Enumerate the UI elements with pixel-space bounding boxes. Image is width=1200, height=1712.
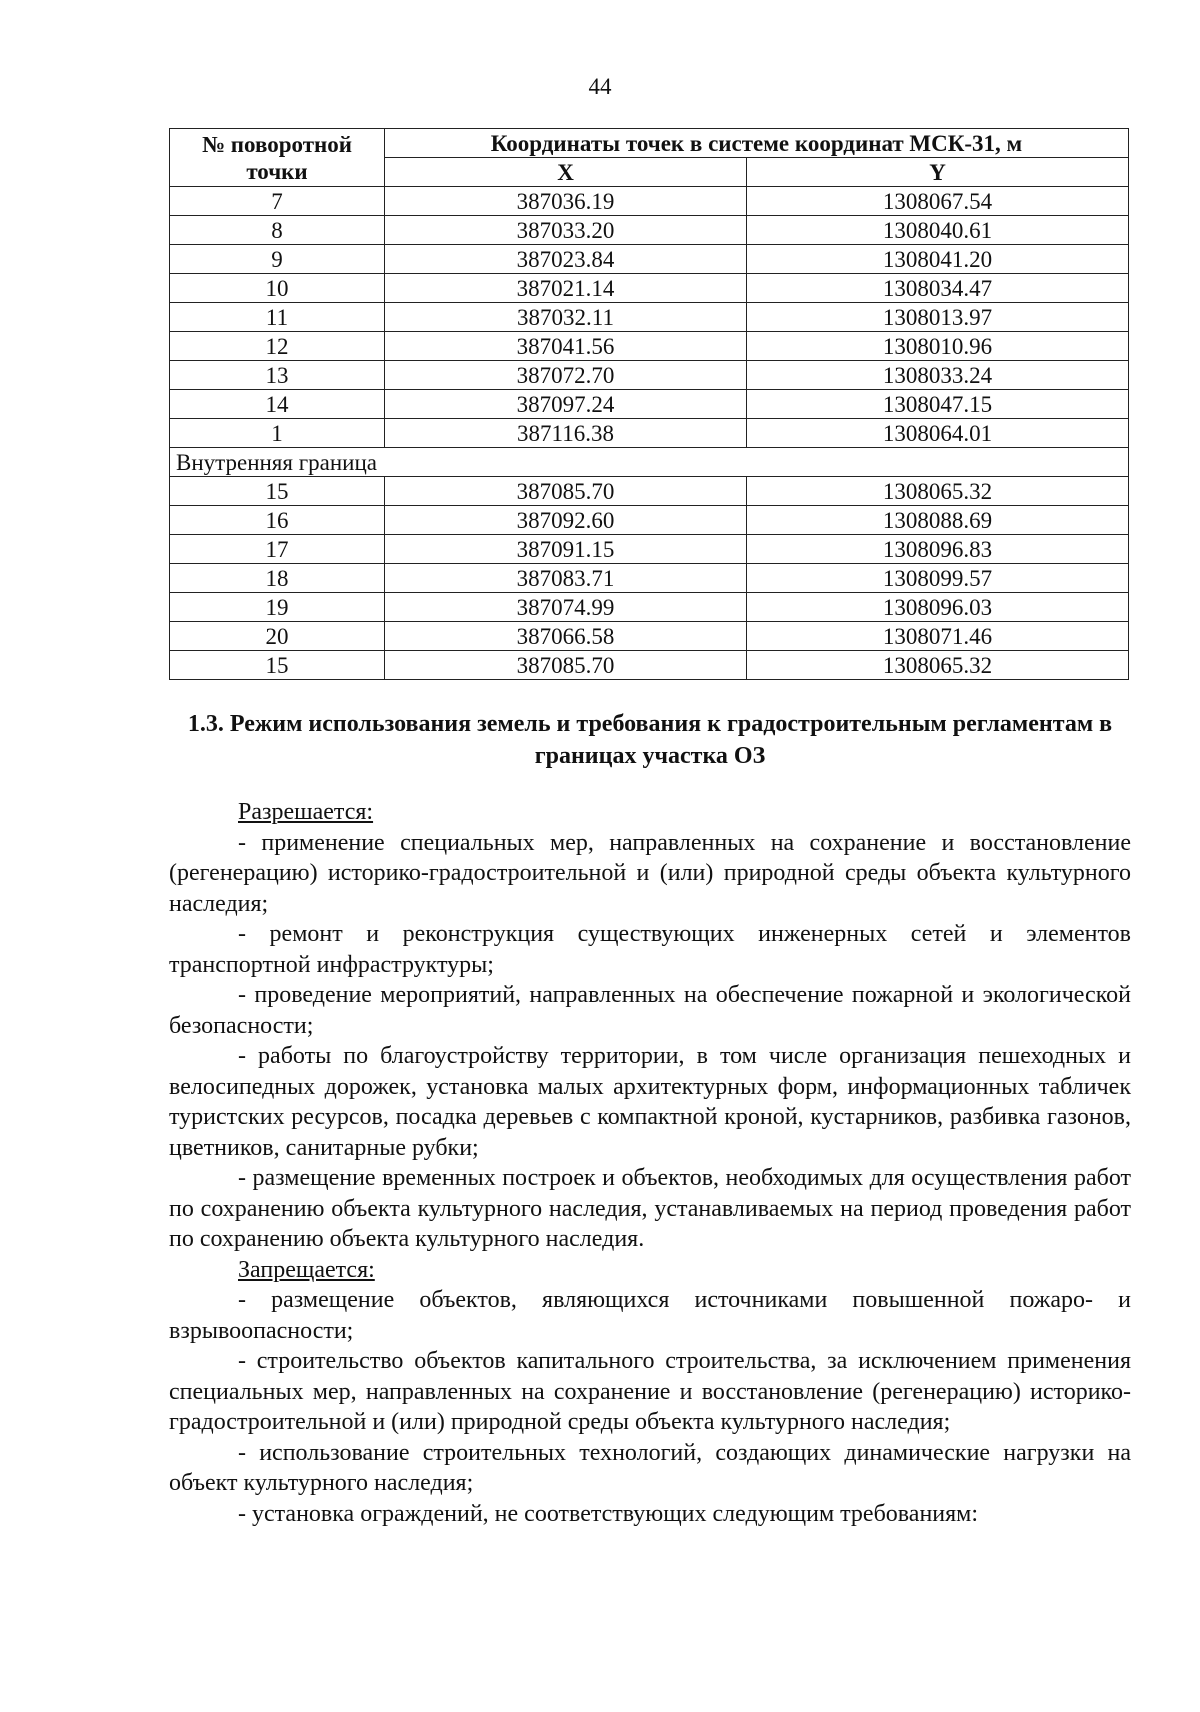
table-row — [170, 361, 1129, 390]
point-number-cell: 15 — [170, 477, 385, 506]
allowed-label: Разрешается: — [238, 799, 374, 825]
y-cell: 1308034.47 — [747, 274, 1129, 303]
section-heading: 1.3. Режим использования земель и требования к градостроительным регламентам в границах участка ОЗ — [187, 711, 1113, 769]
table-row — [170, 419, 1129, 448]
x-cell: 387092.60 — [385, 506, 747, 535]
point-number-cell: 15 — [170, 651, 385, 680]
forbidden-item: - строительство объектов капитального строительства, за исключением применения специальных мер, направленных на сохранение и восстановление (регенерацию) историко-градостроительной и (или) природной среды объекта культурного наследия; — [169, 1348, 1131, 1435]
table-row — [170, 506, 1129, 535]
x-cell: 387097.24 — [385, 390, 747, 419]
y-cell: 1308065.32 — [747, 651, 1129, 680]
x-cell: 387083.71 — [385, 564, 747, 593]
y-cell: 1308099.57 — [747, 564, 1129, 593]
x-cell: 387116.38 — [385, 419, 747, 448]
header-point: № поворотной точки — [170, 129, 385, 187]
y-cell: 1308067.54 — [747, 187, 1129, 216]
point-number-cell: 7 — [170, 187, 385, 216]
inner-boundary-row — [170, 448, 1129, 477]
table-row — [170, 303, 1129, 332]
allowed-item: - ремонт и реконструкция существующих инженерных сетей и элементов транспортной инфраструктуры; — [169, 921, 1131, 978]
table-row — [170, 245, 1129, 274]
y-cell: 1308096.03 — [747, 593, 1129, 622]
x-cell: 387041.56 — [385, 332, 747, 361]
allowed-item: - применение специальных мер, направленных на сохранение и восстановление (регенерацию) историко-градостроительной и (или) природной среды объекта культурного наследия; — [169, 829, 1131, 917]
x-cell: 387036.19 — [385, 187, 747, 216]
table-row — [170, 216, 1129, 245]
point-number-cell: 19 — [170, 593, 385, 622]
point-number-cell: 9 — [170, 245, 385, 274]
header-x: X — [385, 158, 747, 187]
y-cell: 1308065.32 — [747, 477, 1129, 506]
allowed-item: - размещение временных построек и объектов, необходимых для осуществления работ по сохранению объекта культурного наследия, устанавливаемых на период проведения работ по сохранению объекта культурного наследия. — [169, 1165, 1131, 1252]
table-row — [170, 274, 1129, 303]
point-number-cell: 10 — [170, 274, 385, 303]
y-cell: 1308041.20 — [747, 245, 1129, 274]
x-cell: 387023.84 — [385, 245, 747, 274]
forbidden-item: - размещение объектов, являющихся источниками повышенной пожаро- и взрывоопасности; — [169, 1287, 1131, 1344]
x-cell: 387085.70 — [385, 651, 747, 680]
header-y: Y — [747, 158, 1129, 187]
x-cell: 387033.20 — [385, 216, 747, 245]
table-row — [170, 332, 1129, 361]
point-number-cell: 11 — [170, 303, 385, 332]
y-cell: 1308010.96 — [747, 332, 1129, 361]
x-cell: 387066.58 — [385, 622, 747, 651]
forbidden-label: Запрещается: — [238, 1256, 375, 1283]
allowed-item: - проведение мероприятий, направленных на обеспечение пожарной и экологической безопасности; — [169, 982, 1131, 1039]
x-cell: 387085.70 — [385, 477, 747, 506]
point-number-cell: 20 — [170, 622, 385, 651]
coordinates-table — [169, 128, 1129, 680]
y-cell: 1308013.97 — [747, 303, 1129, 332]
table-row — [170, 477, 1129, 506]
page-number: 44 — [588, 74, 612, 99]
x-cell: 387032.11 — [385, 303, 747, 332]
point-number-cell: 17 — [170, 535, 385, 564]
table-row — [170, 593, 1129, 622]
allowed-item: - работы по благоустройству территории, в том числе организация пешеходных и велосипедных дорожек, установка малых архитектурных форм, информационных табличек туристских ресурсов, посадка деревьев с компактной кроной, кустарников, разбивка газонов, цветников, санитарные рубки; — [169, 1043, 1131, 1161]
point-number-cell: 16 — [170, 506, 385, 535]
point-number-cell: 18 — [170, 564, 385, 593]
forbidden-item: - установка ограждений, не соответствующих следующим требованиям: — [238, 1500, 979, 1527]
table-row — [170, 390, 1129, 419]
point-number-cell: 8 — [170, 216, 385, 245]
inner-boundary-label: Внутренняя граница — [170, 448, 1129, 477]
y-cell: 1308040.61 — [747, 216, 1129, 245]
point-number-cell: 13 — [170, 361, 385, 390]
table-row — [170, 564, 1129, 593]
header-coords: Координаты точек в системе координат МСК-31, м — [385, 129, 1129, 158]
point-number-cell: 14 — [170, 390, 385, 419]
x-cell: 387021.14 — [385, 274, 747, 303]
table-row — [170, 622, 1129, 651]
x-cell: 387072.70 — [385, 361, 747, 390]
y-cell: 1308033.24 — [747, 361, 1129, 390]
table-row — [170, 187, 1129, 216]
table-row — [170, 651, 1129, 680]
x-cell: 387074.99 — [385, 593, 747, 622]
y-cell: 1308071.46 — [747, 622, 1129, 651]
y-cell: 1308064.01 — [747, 419, 1129, 448]
section-body — [169, 797, 1131, 1529]
point-number-cell: 1 — [170, 419, 385, 448]
forbidden-item: - использование строительных технологий, создающих динамические нагрузки на объект культурного наследия; — [169, 1439, 1131, 1496]
y-cell: 1308047.15 — [747, 390, 1129, 419]
y-cell: 1308096.83 — [747, 535, 1129, 564]
y-cell: 1308088.69 — [747, 506, 1129, 535]
table-row — [170, 535, 1129, 564]
point-number-cell: 12 — [170, 332, 385, 361]
x-cell: 387091.15 — [385, 535, 747, 564]
